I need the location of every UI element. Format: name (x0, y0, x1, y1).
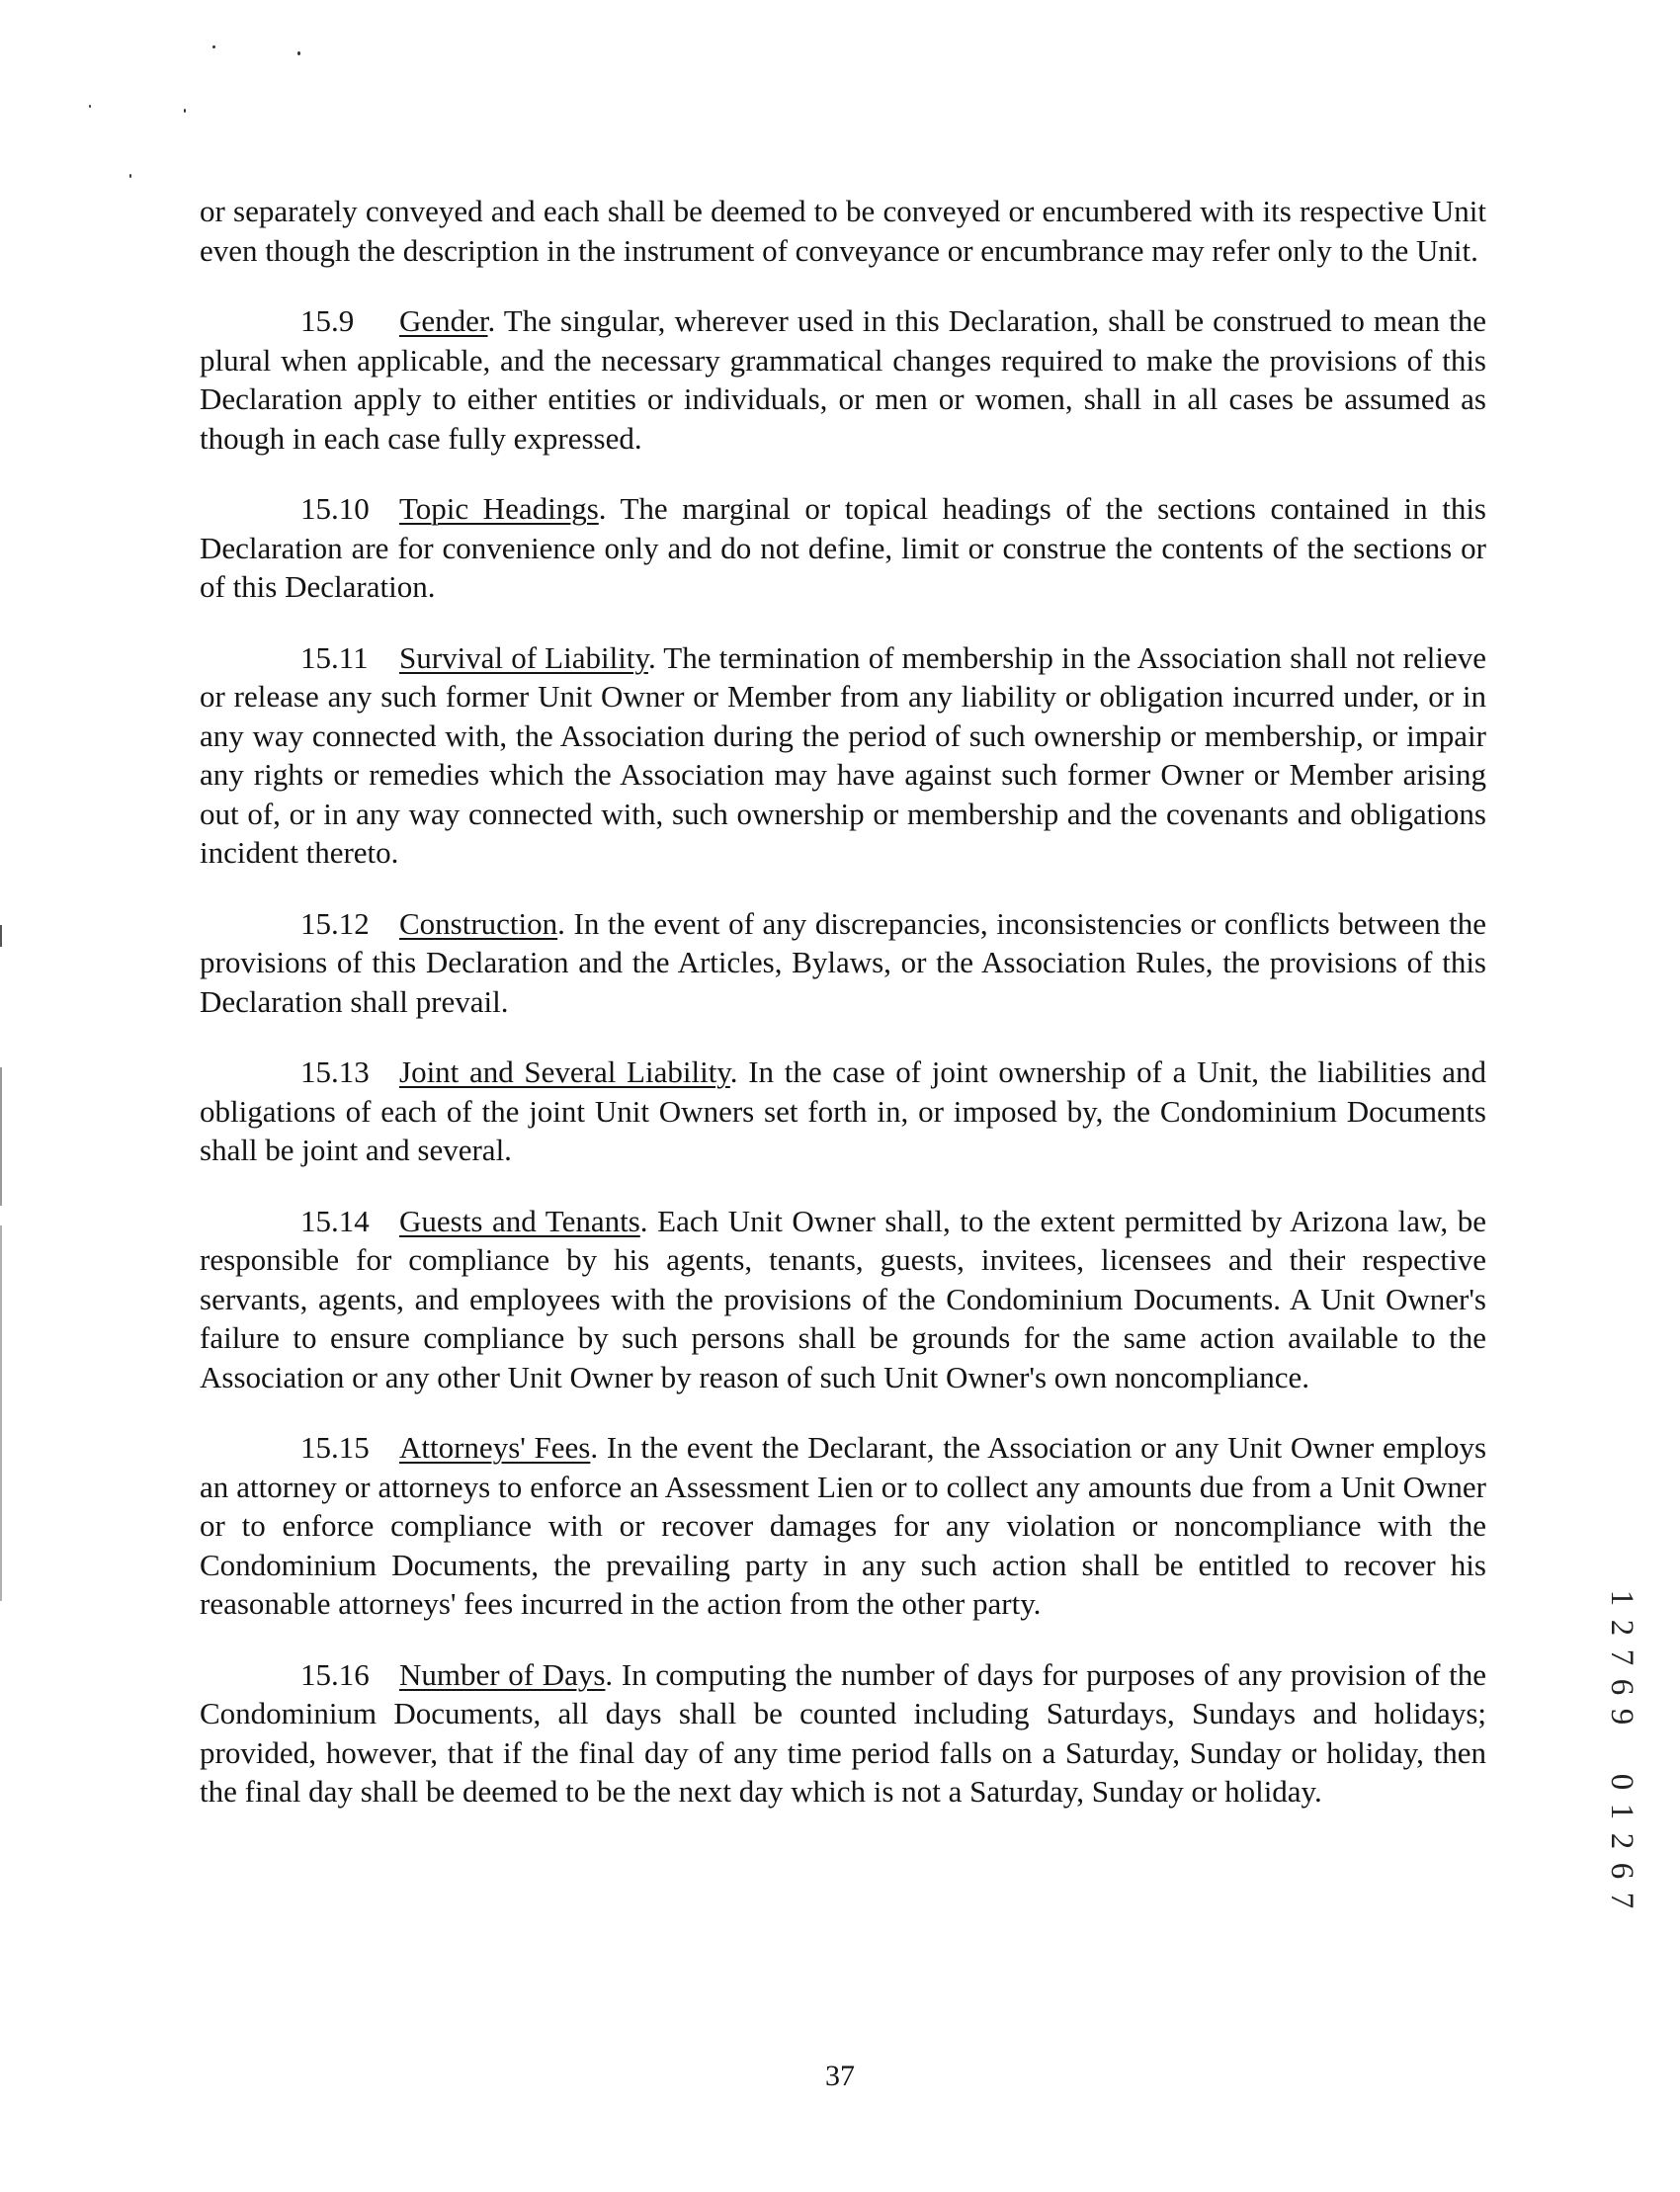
scan-speck (297, 51, 300, 55)
section-body: . The termination of membership in the Association shall not relieve or release any such former Unit Owner or Member from any liability or obligation incurred under, or in any way connected with, the Association during the period of such ownership or membership, or impair any rights or remedies which the Association may have against such former Owner or Member arising out of, or in any way connected with, such ownership or membership and the covenants and obligations incident thereto. (200, 639, 1486, 870)
section-15-14 (200, 1202, 1486, 1397)
recording-digit: 2 (1604, 1832, 1639, 1850)
section-number: 15.12 (300, 905, 370, 941)
recording-digit: 2 (1604, 1619, 1639, 1637)
section-title: Gender (399, 303, 488, 338)
section-15-9 (200, 301, 1486, 458)
section-title: Topic Headings (399, 491, 599, 526)
section-number: 15.13 (300, 1054, 370, 1089)
section-15-10 (200, 489, 1486, 607)
intro-paragraph: or separately conveyed and each shall be deemed to be conveyed or encumbered with its respective Unit even though the description in the instrument of conveyance or encumbrance may refer only to the Unit. (200, 194, 1486, 268)
section-body: . In the event of any discrepancies, inconsistencies or conflicts between the provisions of this Declaration and the Articles, Bylaws, or the Association Rules, the provisions of this Declaration shall prevail. (200, 905, 1486, 1019)
section-body: . The marginal or topical headings of the sections contained in this Declaration are for convenience only and do not define, limit or construe the contents of the sections or of this Declaration. (200, 491, 1486, 604)
section-15-11 (200, 638, 1486, 873)
recording-digit: 6 (1604, 1862, 1639, 1880)
section-body: . In the event the Declarant, the Association or any Unit Owner employs an attorney or attorneys to enforce an Assessment Lien or to collect any amounts due from a Unit Owner or to enforce compliance with or recover damages for any violation or noncompliance with the Condominium Documents, the prevailing party in any such action shall be entitled to recover his reasonable attorneys' fees incurred in the action from the other party. (200, 1430, 1487, 1621)
section-15-16 (200, 1655, 1486, 1812)
section-title: Joint and Several Liability (399, 1054, 730, 1089)
section-title: Attorneys' Fees (399, 1430, 591, 1465)
scan-speck (89, 105, 91, 108)
scan-edge-mark (0, 1225, 2, 1601)
scan-speck (184, 109, 186, 113)
section-number: 15.15 (300, 1430, 370, 1465)
section-number: 15.14 (300, 1203, 370, 1238)
scan-edge-mark (0, 1067, 2, 1206)
recording-number-stamp (1604, 1583, 1639, 1915)
document-body (200, 192, 1486, 1843)
section-body: . The singular, wherever used in this Declaration, shall be construed to mean the plural when applicable, and the necessary grammatical changes required to make the provisions of this Declaration apply to either entities or individuals, or men or women, shall in all cases be assumed as though in each case fully expressed. (200, 303, 1486, 456)
recording-digit: 9 (1604, 1708, 1639, 1726)
section-number: 15.11 (300, 639, 369, 675)
section-number: 15.10 (300, 491, 370, 526)
recording-digit: 1 (1604, 1589, 1639, 1607)
section-15-15 (200, 1428, 1486, 1624)
section-number: 15.9 (300, 303, 355, 338)
recording-digit: 0 (1604, 1773, 1639, 1791)
recording-digit: 7 (1604, 1892, 1639, 1909)
section-number: 15.16 (300, 1656, 370, 1692)
recording-digit: 6 (1604, 1678, 1639, 1696)
section-title: Guests and Tenants (399, 1203, 640, 1238)
section-title: Construction (399, 905, 558, 941)
section-title: Number of Days (399, 1656, 606, 1692)
section-body: . In computing the number of days for purposes of any provision of the Condominium Documents, all days shall be counted including Saturdays, Sundays and holidays; provided, however, that if the final day of any time period falls on a Saturday, Sunday or holiday, then the final day shall be deemed to be the next day which is not a Saturday, Sunday or holiday. (200, 1656, 1486, 1809)
page-number: 37 (825, 2060, 855, 2092)
section-15-13 (200, 1053, 1486, 1170)
recording-digit: 7 (1604, 1648, 1639, 1666)
section-body: . Each Unit Owner shall, to the extent permitted by Arizona law, be responsible for compliance by his agents, tenants, guests, invitees, licensees and their respective servants, agents, and employees with the provisions of the Condominium Documents. A Unit Owner's failure to ensure compliance by such persons shall be grounds for the same action available to the Association or any other Unit Owner by reason of such Unit Owner's own noncompliance. (200, 1203, 1486, 1394)
section-body: . In the case of joint ownership of a Unit, the liabilities and obligations of each of the joint Unit Owners set forth in, or imposed by, the Condominium Documents shall be joint and several. (200, 1054, 1487, 1167)
recording-digit: 1 (1604, 1803, 1639, 1820)
scan-speck (129, 174, 131, 178)
scan-edge-mark (0, 925, 2, 947)
section-15-12 (200, 904, 1486, 1022)
scan-speck (212, 45, 215, 48)
section-title: Survival of Liability (399, 639, 648, 675)
